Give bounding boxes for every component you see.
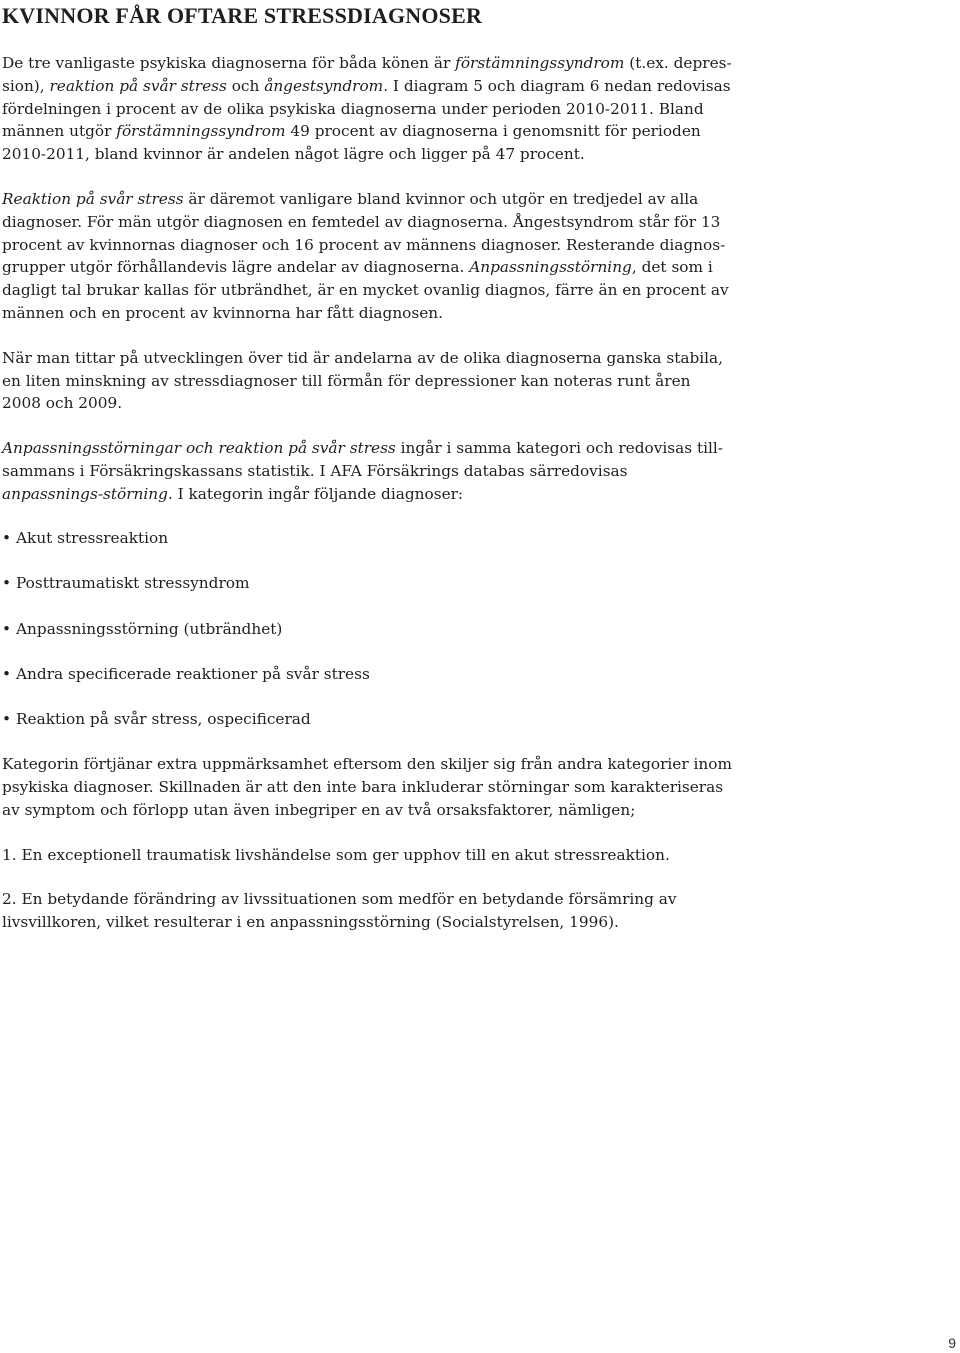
italic-term: ångestsyndrom — [264, 76, 384, 95]
diagnosis-list — [2, 527, 732, 732]
text-run: och — [226, 76, 265, 95]
text-run: 49 procent av diagnoserna i genomsnitt för perioden 2010-2011, bland kvinnor är andelen något lägre och ligger på 47 procent. — [2, 122, 701, 164]
text-run: ingår i samma kategori och redovisas till-sammans i Försäkringskassans statistik. I AFA Försäkrings databas särredovisas — [2, 439, 723, 480]
list-item: • Reaktion på svår stress, ospecificerad — [2, 708, 732, 731]
text-run: är däremot vanligare bland kvinnor och utgör en tredjedel av alla diagnoser. För män utgör diagnosen en femtedel av diagnoserna. Ångestsyndrom står för 13 procent av kvinnornas diagnoser och 16 procent av männens diagnoser. Resterande diagnos-grupper utgör förhållandevis lägre andelar av diagnoserna. — [2, 189, 726, 277]
bullet-icon: • — [2, 528, 12, 547]
bullet-icon: • — [2, 710, 12, 729]
italic-term: förstämningssyndrom — [455, 54, 625, 72]
italic-term: Anpassningsstörning — [469, 258, 632, 277]
list-item: • Posttraumatiskt stressyndrom — [2, 572, 732, 595]
list-item: • Andra specificerade reaktioner på svår stress — [2, 663, 732, 686]
paragraph-trend-over-time — [2, 347, 732, 415]
text-run: De tre vanligaste psykiska diagnoserna för båda könen är — [2, 54, 456, 72]
paragraph-category-attention: Kategorin förtjänar extra uppmärksamhet eftersom den skiljer sig från andra kategorier inom psykiska diagnoser. Skillnaden är att den inte bara inkluderar störningar som karakteriseras av symptom och förlopp utan även inbegriper en av två orsaksfaktorer, nämligen; — [2, 755, 732, 819]
list-item: • Anpassningsstörning (utbrändhet) — [2, 618, 732, 641]
text-run: När man tittar på utvecklingen över tid är andelarna av de olika diagnoserna ganska stabila, en liten minskning av stressdiagnoser till förmån för depressioner kan noteras runt åren 2008 och 2009. — [2, 348, 724, 413]
bullet-icon: • — [2, 665, 12, 683]
italic-term: anpassnings-störning — [2, 484, 168, 503]
page-title: KVINNOR FÅR OFTARE STRESSDIAGNOSER — [2, 3, 483, 28]
numbered-point-1: 1. En exceptionell traumatisk livshändelse som ger upphov till en akut stressreaktion. — [2, 845, 670, 864]
italic-term: Reaktion på svår stress — [2, 189, 184, 208]
italic-term: Anpassningsstörningar och reaktion på svår stress — [2, 439, 396, 458]
paragraph-category-intro — [2, 437, 732, 505]
document-page — [2, 0, 732, 934]
bullet-icon: • — [2, 574, 12, 593]
italic-term: förstämningssyndrom — [116, 122, 286, 141]
paragraph-diagnoses-overview — [2, 52, 732, 166]
text-run: . I kategorin ingår följande diagnoser: — [167, 484, 464, 503]
text-run: , det som i dagligt tal brukar kallas för utbrändhet, är en mycket ovanlig diagnos, färre än en procent av männen och en procent av kvinnorna har fått diagnosen. — [2, 258, 729, 322]
list-item: • Akut stressreaktion — [2, 527, 732, 550]
text-run: (t.ex. depres-sion), — [2, 54, 732, 95]
bullet-icon: • — [2, 619, 12, 638]
paragraph-stress-reaction — [2, 188, 732, 325]
italic-term: reaktion på svår stress — [49, 76, 227, 95]
numbered-point-2: 2. En betydande förändring av livssituationen som medför en betydande försämring av livsvillkoren, vilket resulterar i en anpassningsstörning (Socialstyrelsen, 1996). — [2, 890, 677, 932]
page-number: 9 — [948, 1335, 956, 1351]
text-run: . I diagram 5 och diagram 6 nedan redovisas fördelningen i procent av de olika psykiska diagnoserna under perioden 2010-2011. Bland männen utgör — [2, 76, 731, 141]
